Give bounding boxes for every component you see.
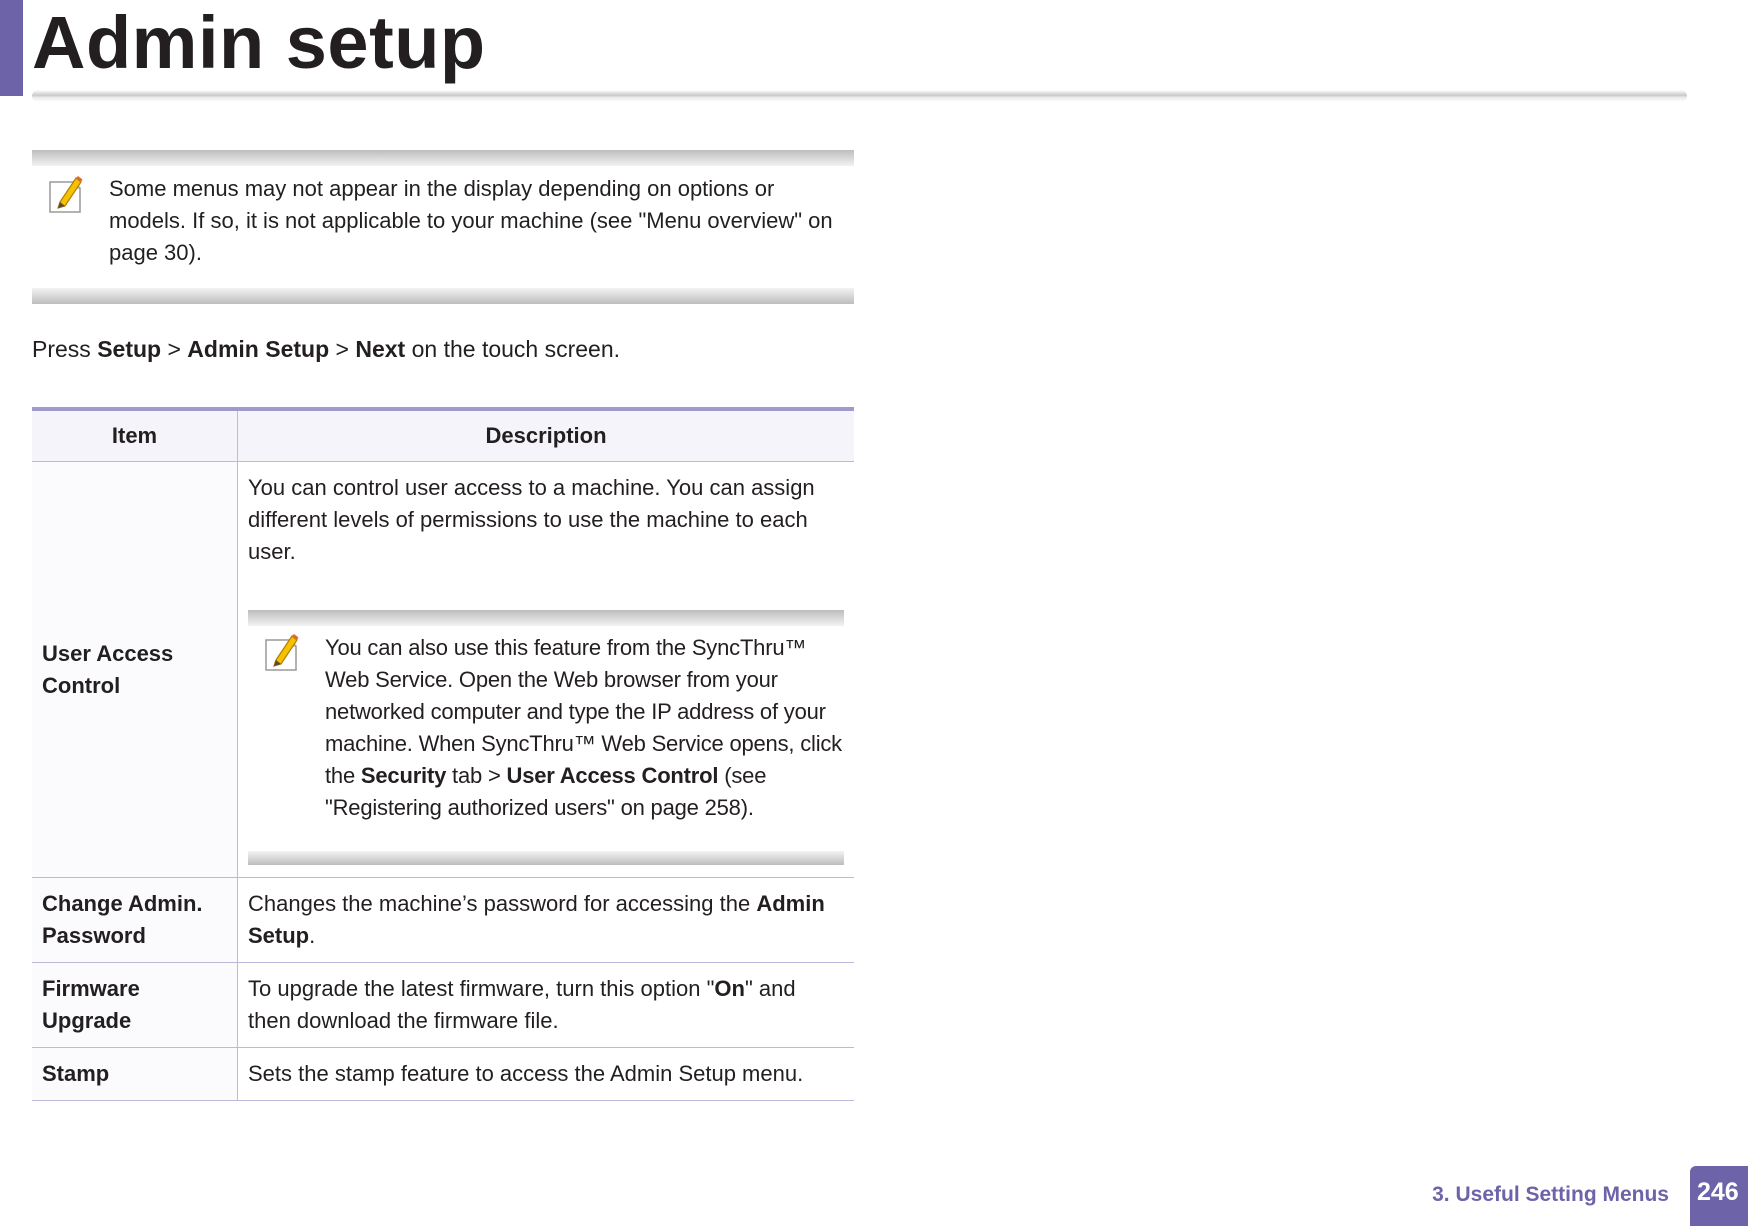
path-separator: >	[167, 336, 181, 362]
description-cell	[238, 963, 855, 1048]
item-name: Change Admin. Password	[42, 891, 203, 948]
item-name: User Access Control	[42, 640, 174, 698]
menu-user-access-control: User Access Control	[506, 763, 719, 788]
item-name: Firmware Upgrade	[42, 976, 140, 1033]
description-tail: " and then download the firmware file.	[248, 976, 796, 1033]
pencil-note-icon	[262, 632, 302, 672]
note-text-part3: (see "Registering authorized users" on page 258).	[325, 763, 767, 820]
note-text	[325, 632, 845, 824]
title-accent-bar	[0, 0, 23, 96]
description-text: You can control user access to a machine. You can assign different levels of permissions to use the machine to each user.	[248, 475, 815, 564]
note-band-top	[248, 610, 844, 626]
note-box	[32, 150, 854, 304]
tab-security: Security	[360, 763, 447, 788]
instruction-line	[32, 333, 620, 365]
title-rule	[32, 90, 1687, 102]
table-row	[32, 963, 854, 1048]
pencil-note-icon	[46, 174, 86, 214]
page-number: 246	[1697, 1178, 1739, 1206]
admin-setup-table	[32, 407, 854, 1101]
path-separator: >	[335, 336, 349, 362]
item-name: Stamp	[42, 1061, 110, 1086]
item-cell	[32, 878, 238, 963]
page-number-badge	[1690, 1166, 1748, 1226]
footer-chapter: 3. Useful Setting Menus	[1432, 1183, 1669, 1206]
description-text: To upgrade the latest firmware, turn this option "	[248, 976, 715, 1001]
menu-next: Next	[355, 336, 406, 362]
item-cell	[32, 963, 238, 1048]
item-cell	[32, 462, 238, 878]
note-band-bottom	[248, 851, 844, 865]
column-header-description: Description	[238, 409, 855, 462]
menu-admin-setup: Admin Setup	[248, 891, 825, 948]
menu-setup: Setup	[97, 336, 162, 362]
description-cell	[238, 878, 855, 963]
option-on: On	[714, 976, 745, 1001]
press-text: Press	[32, 336, 91, 362]
note-band-top	[32, 150, 854, 166]
note-box	[248, 610, 844, 865]
note-text: Some menus may not appear in the display depending on options or models. If so, it is not applicable to your machine (see "Menu overview" on page 30).	[109, 176, 833, 265]
description-cell	[238, 462, 855, 878]
note-text-part1: You can also use this feature from the SyncThru™ Web Service. Open the Web browser from your networked computer and type the IP address of your machine. When SyncThru™ Web Service opens, click the	[325, 635, 842, 788]
item-cell	[32, 1048, 238, 1101]
table-row	[32, 1048, 854, 1101]
description-text: Changes the machine’s password for accessing the	[248, 891, 751, 916]
table-header-row	[32, 409, 854, 462]
table-row	[32, 878, 854, 963]
description-text: Sets the stamp feature to access the Admin Setup menu.	[248, 1061, 804, 1086]
note-band-bottom	[32, 288, 854, 304]
menu-admin-setup: Admin Setup	[187, 336, 330, 362]
description-tail: .	[309, 923, 316, 948]
table-row	[32, 462, 854, 878]
page-title: Admin setup	[32, 1, 486, 84]
column-header-item: Item	[32, 409, 238, 462]
instruction-tail: on the touch screen.	[411, 336, 621, 362]
note-text-part2: tab >	[452, 763, 501, 788]
description-cell	[238, 1048, 855, 1101]
